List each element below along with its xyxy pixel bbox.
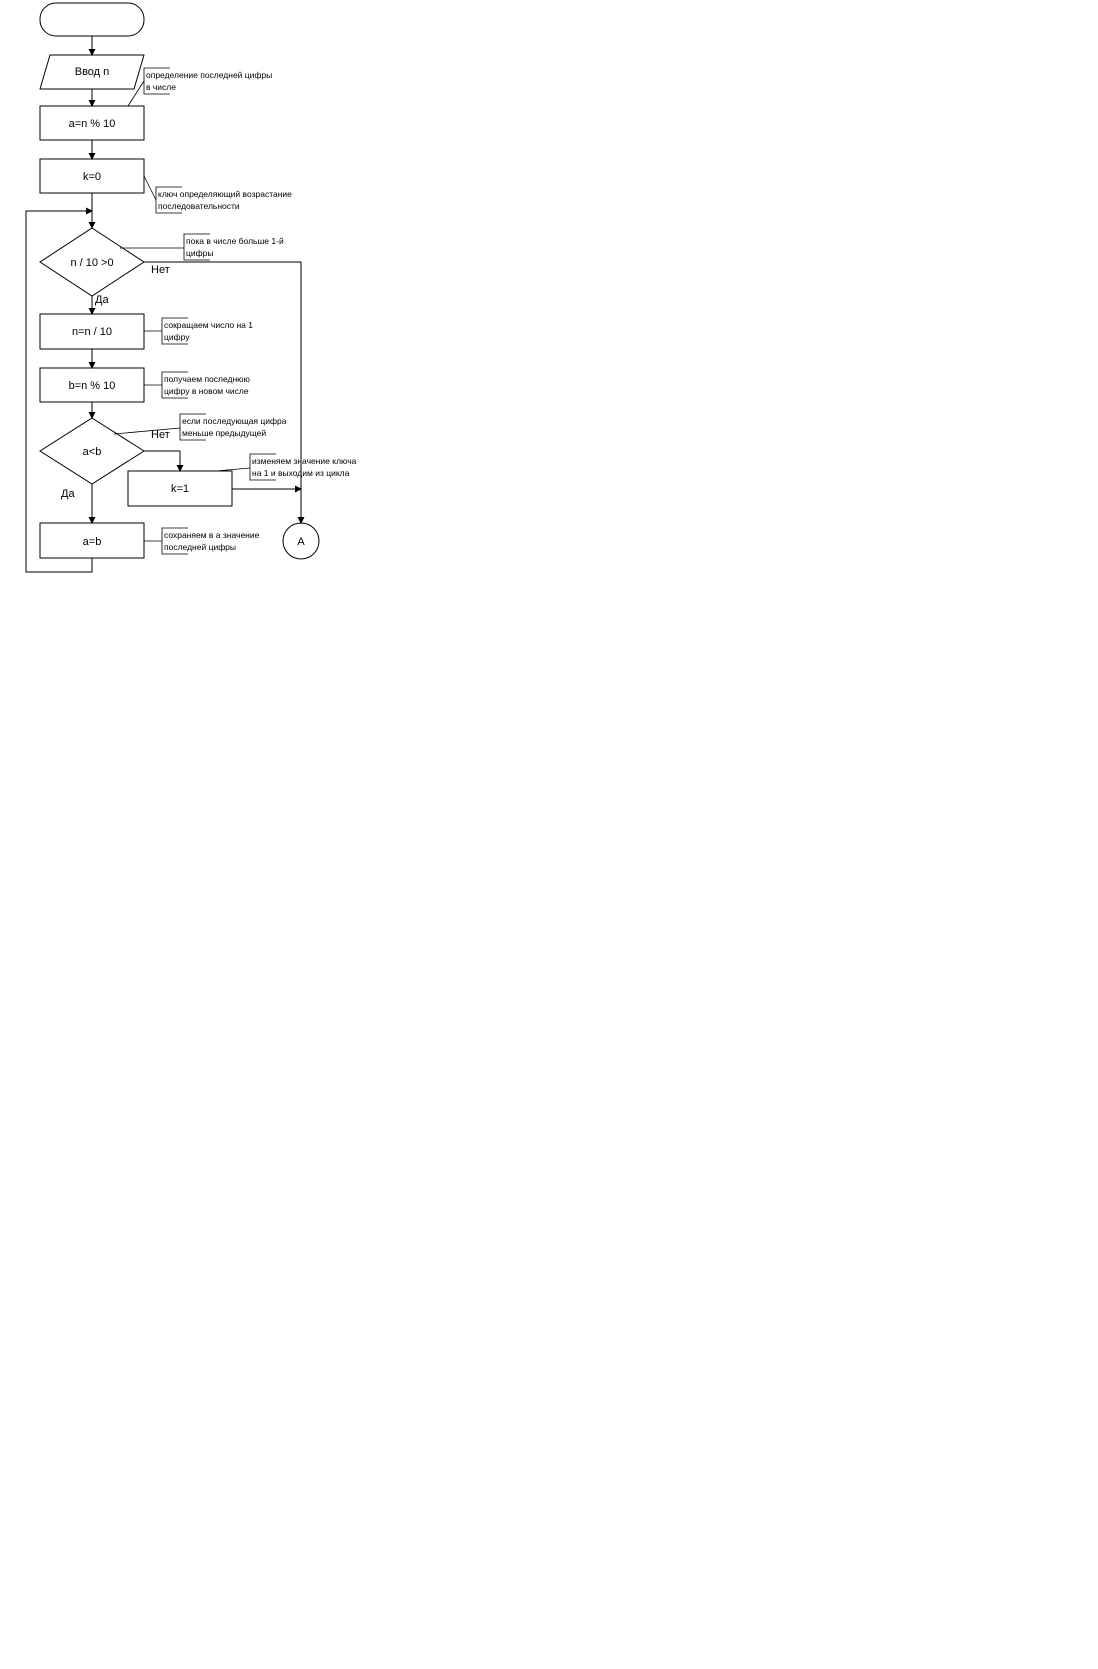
- start-terminator: [40, 3, 144, 36]
- note-get-last: [144, 372, 251, 398]
- note-key-line1: ключ определяющий возрастание: [158, 189, 292, 199]
- note-while-digits-line1: пока в числе больше 1-й: [186, 236, 284, 246]
- assign-k1-label: k=1: [170, 483, 190, 495]
- note-last-digit: [128, 68, 272, 106]
- note-save-a: [144, 528, 260, 554]
- note-save-a-line1: сохраняем в a значение: [164, 530, 260, 540]
- note-if-less: [114, 414, 287, 440]
- flow-compare-no: [144, 451, 180, 471]
- divide-n-label: n=n / 10: [71, 326, 113, 338]
- note-if-less-line2: меньше предыдущей: [182, 428, 267, 438]
- note-get-last-line2: цифру в новом числе: [164, 386, 249, 396]
- note-key: [144, 176, 292, 213]
- note-shorten-line1: сокращаем число на 1: [164, 320, 253, 330]
- note-while-digits: [120, 234, 284, 260]
- note-if-less-line1: если последующая цифра: [182, 416, 287, 426]
- note-get-last-line1: получаем последнюю: [164, 374, 250, 384]
- loop-yes-label: Да: [95, 294, 109, 306]
- note-change-key-line2: на 1 и выходим из цикла: [252, 468, 350, 478]
- note-shorten-line2: цифру: [164, 332, 190, 342]
- note-last-digit-line1: определение последней цифры: [146, 70, 273, 80]
- connector-a-label: A: [297, 536, 305, 548]
- note-change-key: [216, 454, 357, 480]
- input-label: Ввод n: [74, 66, 110, 78]
- note-key-line2: последовательности: [158, 201, 240, 211]
- assign-b-label: b=n % 10: [68, 380, 116, 392]
- assign-k0-label: k=0: [82, 171, 102, 183]
- note-shorten: [144, 318, 253, 344]
- note-save-a-line2: последней цифры: [164, 542, 237, 552]
- compare-label: a<b: [82, 446, 102, 458]
- note-change-key-line1: изменяем значение ключа: [252, 456, 357, 466]
- assign-a-label: a=n % 10: [68, 118, 116, 130]
- assign-ab-label: a=b: [82, 536, 102, 548]
- compare-no-label: Нет: [151, 429, 170, 441]
- loop-no-label: Нет: [151, 264, 170, 276]
- note-while-digits-line2: цифры: [186, 248, 214, 258]
- note-last-digit-line2: в числе: [146, 82, 176, 92]
- compare-yes-label: Да: [61, 488, 75, 500]
- loop-condition-label: n / 10 >0: [70, 257, 114, 269]
